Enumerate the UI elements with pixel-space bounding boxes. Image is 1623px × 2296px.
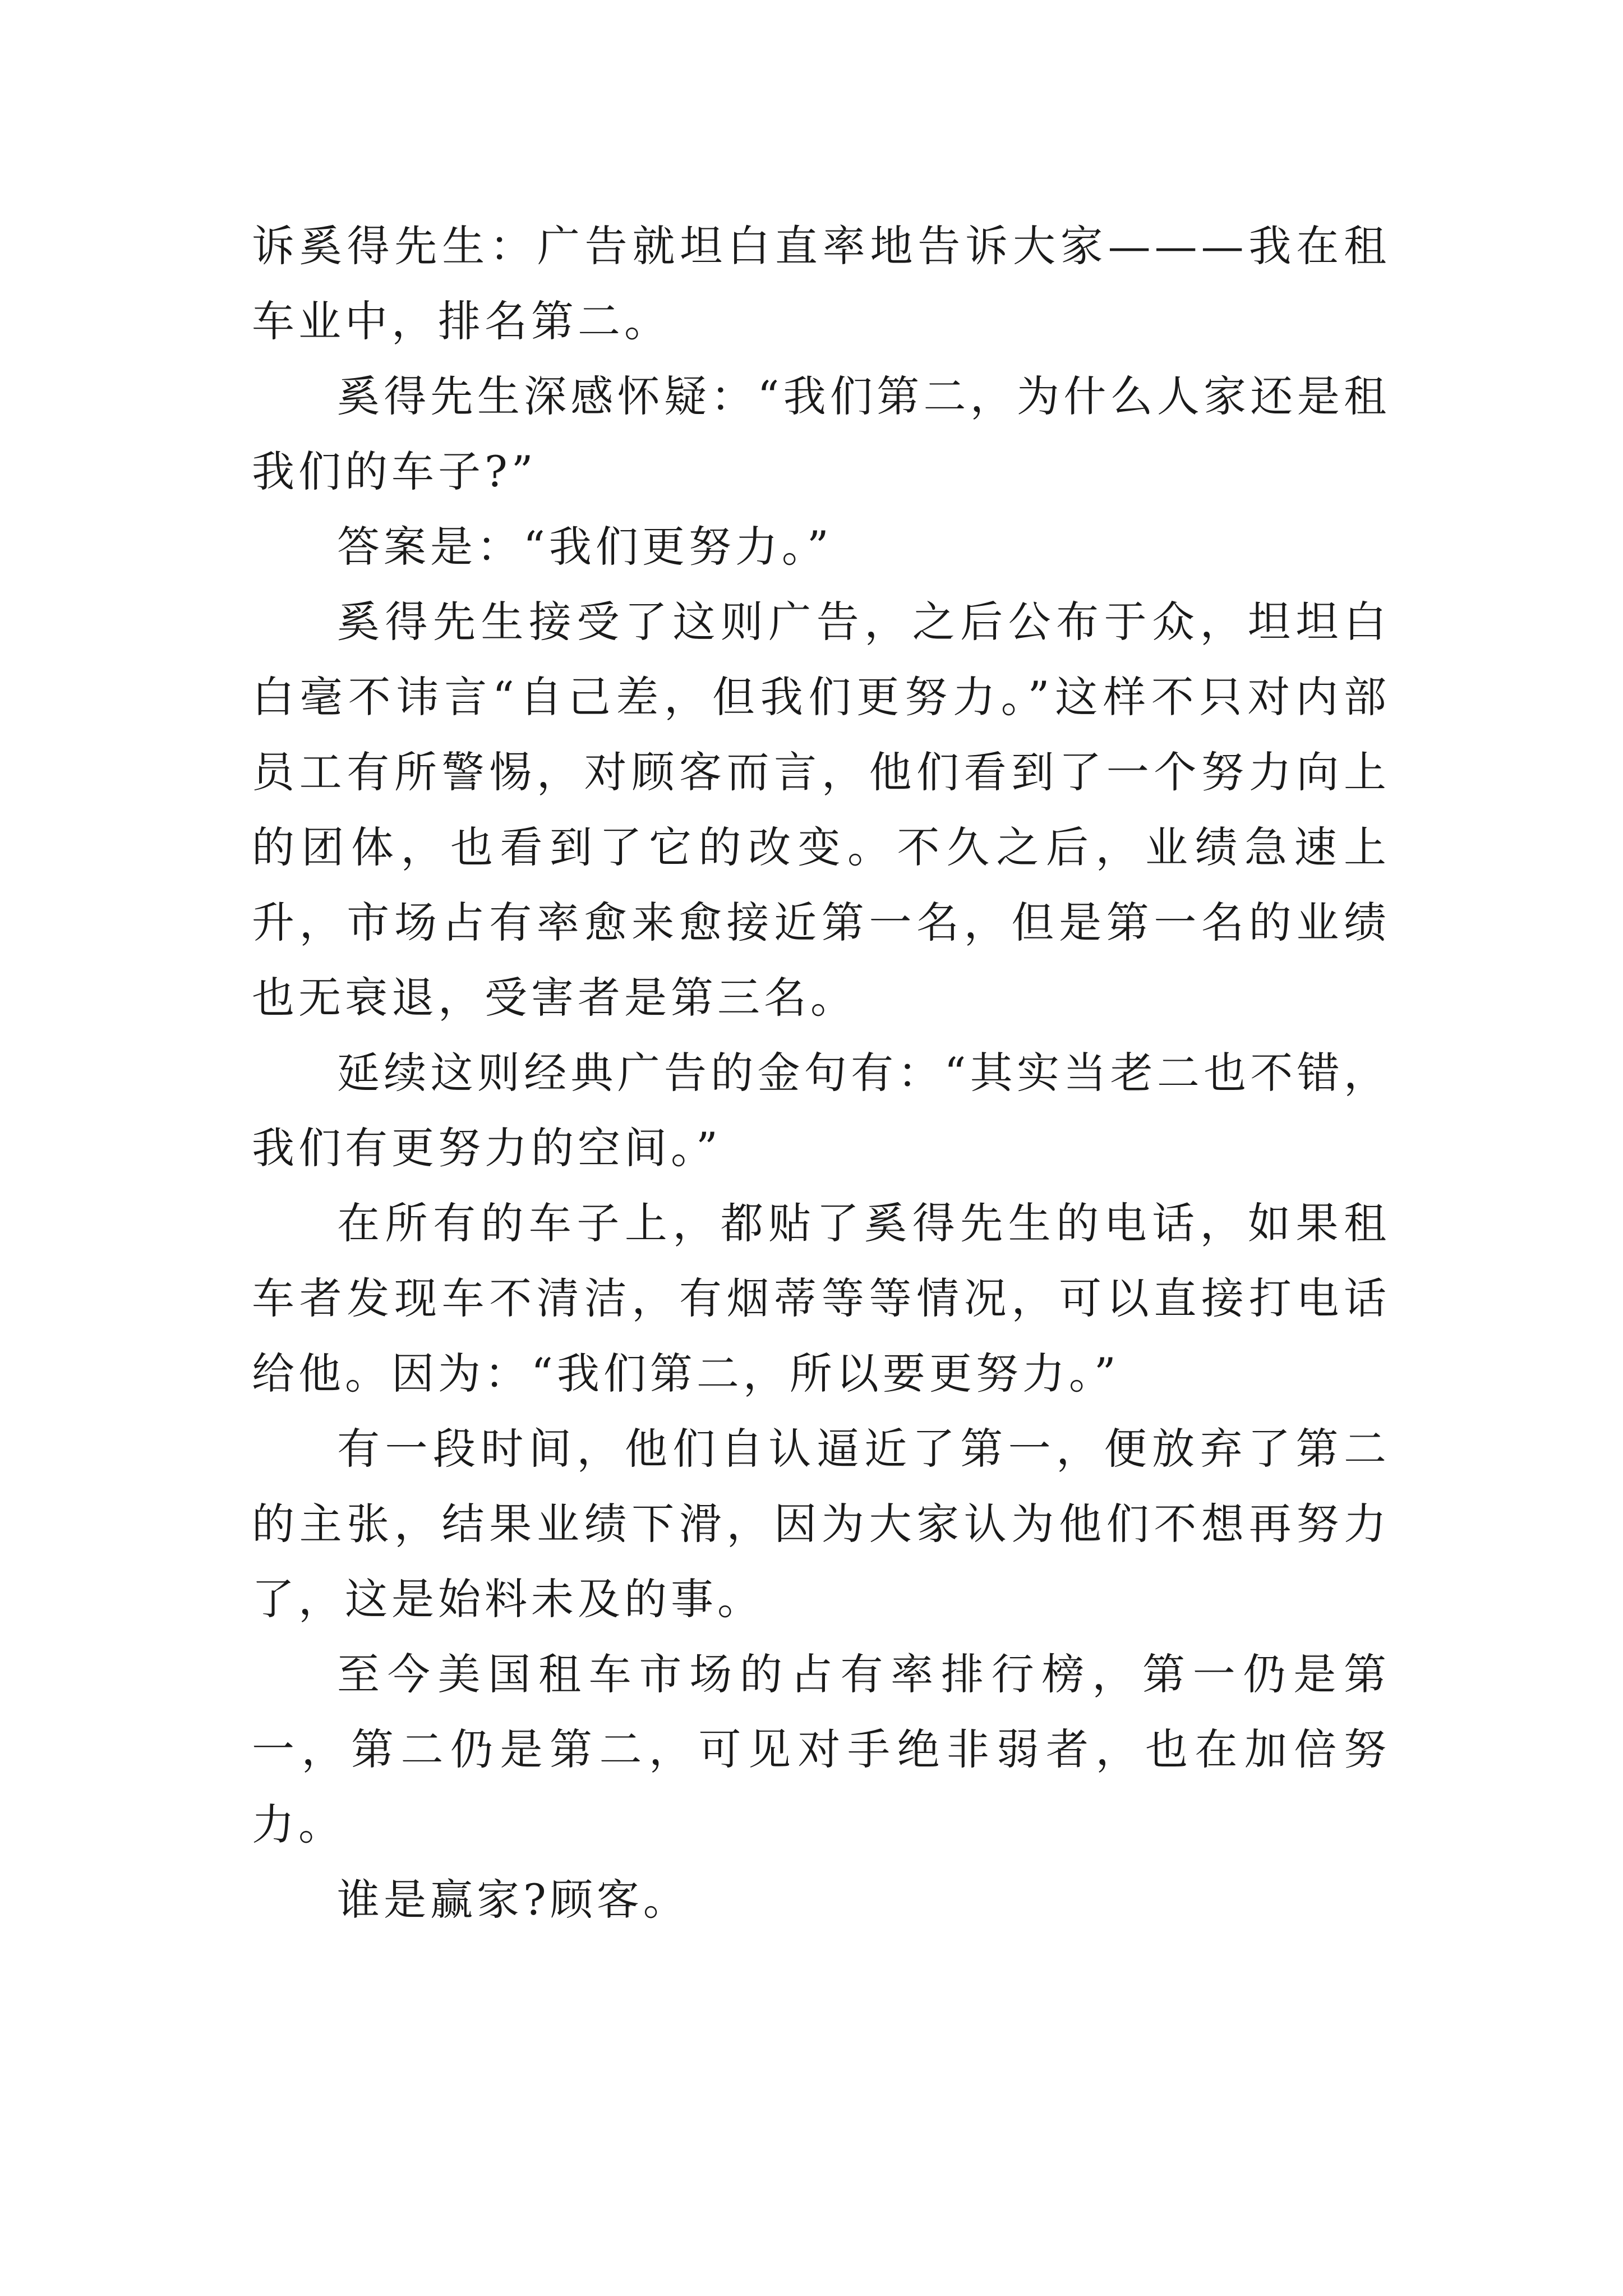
document-body [252, 209, 1390, 1938]
paragraph: 延续这则经典广告的金句有：“其实当老二也不错，我们有更努力的空间。” [252, 1048, 1390, 1173]
paragraph: 至今美国租车市场的占有率排行榜，第一仍是第一，第二仍是第二，可见对手绝非弱者，也在加倍努力。 [252, 1649, 1390, 1849]
paragraph: 谁是赢家?顾客。 [337, 1875, 690, 1925]
paragraph: 奚得先生接受了这则广告，之后公布于众，坦坦白白毫不讳言“自己差，但我们更努力。”这样不只对内部员工有所警惕，对顾客而言，他们看到了一个努力向上的团体，也看到了它的改变。不久之后，业绩急速上升，市场占有率愈来愈接近第一名，但是第一名的业绩也无衰退，受害者是第三名。 [252, 597, 1390, 1023]
paragraph: 奚得先生深感怀疑：“我们第二，为什么人家还是租我们的车子?” [252, 371, 1390, 496]
paragraph: 有一段时间，他们自认逼近了第一，便放弃了第二的主张，结果业绩下滑，因为大家认为他们不想再努力了，这是始料未及的事。 [252, 1424, 1390, 1624]
paragraph: 在所有的车子上，都贴了奚得先生的电话，如果租车者发现车不清洁，有烟蒂等等情况，可以直接打电话给他。因为：“我们第二，所以要更努力。” [252, 1198, 1390, 1398]
paragraph-continued: 诉奚得先生：广告就坦白直率地告诉大家———我在租车业中，排名第二。 [252, 221, 1390, 346]
paragraph: 答案是：“我们更努力。” [337, 522, 833, 572]
